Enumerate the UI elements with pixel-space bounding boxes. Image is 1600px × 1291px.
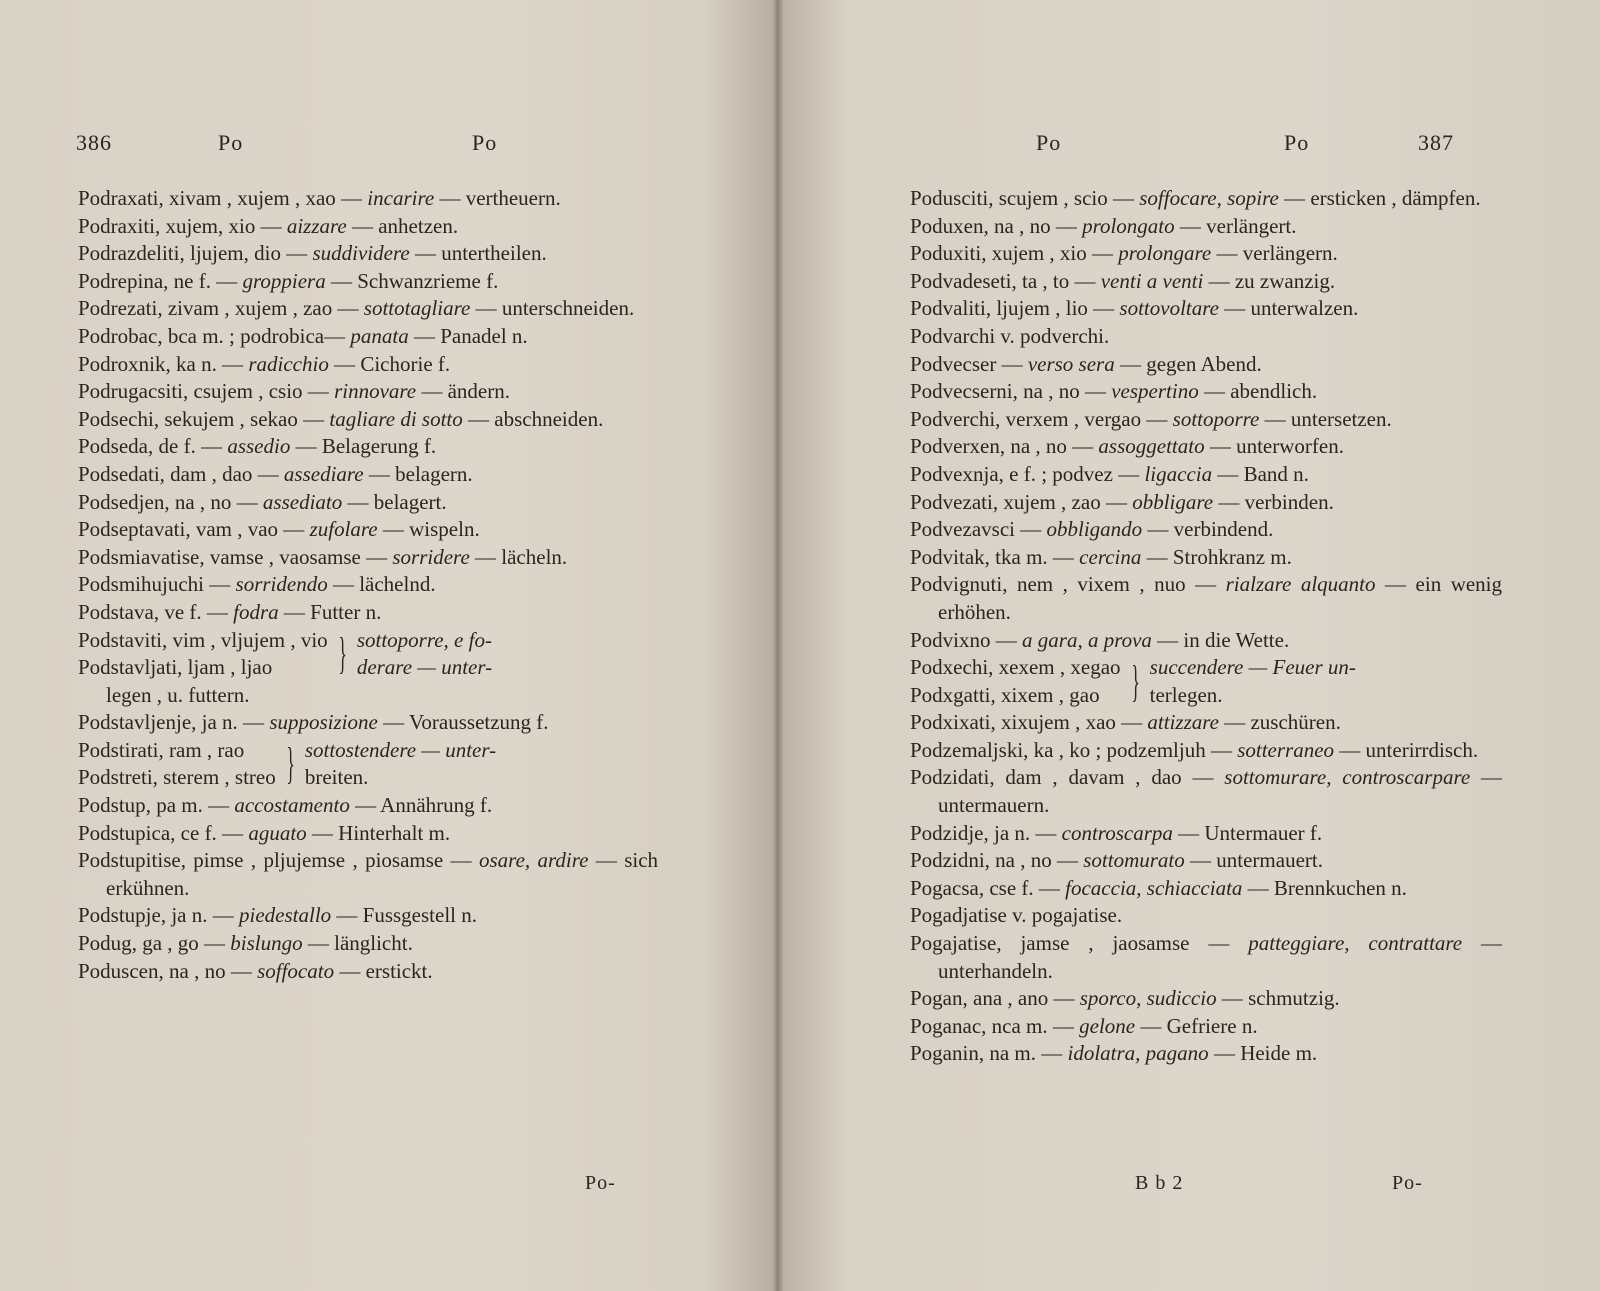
forms: , csujem , csio — bbox=[183, 379, 329, 404]
italian-translation: panata bbox=[350, 323, 409, 348]
headword: Podseptavati bbox=[78, 517, 186, 542]
forms: , xujem , zao — bbox=[992, 489, 1127, 514]
dictionary-entry bbox=[78, 544, 658, 572]
german-translation: podverchi. bbox=[1020, 323, 1110, 348]
dictionary-entry bbox=[910, 627, 1502, 655]
forms: , nca m. — bbox=[981, 1013, 1074, 1038]
italian-translation: sottomurato bbox=[1083, 848, 1185, 873]
headword: Podvezati bbox=[910, 489, 993, 514]
italian-translation: a gara, a prova bbox=[1022, 627, 1152, 652]
headword: Poduxiti bbox=[910, 241, 982, 266]
german-translation: — Futter n. bbox=[283, 599, 382, 624]
german-translation: — Fussgestell n. bbox=[336, 903, 477, 928]
forms: , na , no — bbox=[999, 434, 1094, 459]
dictionary-entry bbox=[910, 764, 1502, 819]
german-translation: — anhetzen. bbox=[351, 213, 459, 238]
dictionary-entry bbox=[78, 571, 658, 599]
dictionary-entry bbox=[910, 378, 1502, 406]
german-translation: — Untermauer f. bbox=[1178, 820, 1323, 845]
italian-translation: attizzare bbox=[1147, 710, 1219, 735]
headword: Podseda bbox=[78, 434, 148, 459]
forms: , xixem , gao bbox=[990, 682, 1100, 707]
german-translation: — verbindend. bbox=[1147, 517, 1274, 542]
dictionary-entry bbox=[910, 737, 1502, 765]
brace-group bbox=[78, 627, 658, 682]
dictionary-entry bbox=[78, 378, 658, 406]
forms: , vim , vljujem , vio bbox=[162, 627, 328, 652]
italian-translation: aguato bbox=[248, 820, 307, 845]
italian-translation: obbligando bbox=[1046, 517, 1143, 542]
forms: , ga , go — bbox=[131, 931, 226, 956]
german-translation: — gegen Abend. bbox=[1119, 351, 1262, 376]
german-translation: — abendlich. bbox=[1203, 379, 1318, 404]
dictionary-entry bbox=[910, 709, 1502, 737]
german-translation: — unterwalzen. bbox=[1224, 296, 1359, 321]
italian-translation: accostamento bbox=[234, 793, 350, 818]
forms: , vam , vao — bbox=[185, 517, 305, 542]
german-translation: — schmutzig. bbox=[1221, 986, 1340, 1011]
forms: , na m. — bbox=[978, 1041, 1063, 1066]
german-translation: — länglicht. bbox=[307, 931, 413, 956]
forms: , ljujem , lio — bbox=[985, 296, 1115, 321]
dictionary-entry bbox=[910, 571, 1502, 626]
german-translation: — belagern. bbox=[368, 461, 473, 486]
headword: Podraxiti bbox=[78, 213, 155, 238]
italian-translation: osare, ardire bbox=[479, 848, 589, 873]
brace-glyph: } bbox=[338, 629, 347, 679]
forms: , xujem , xio — bbox=[981, 241, 1114, 266]
headword: Podvitak bbox=[910, 544, 985, 569]
german-translation: — lächeln. bbox=[475, 544, 568, 569]
headword: Podstupica bbox=[78, 820, 171, 845]
headword: Podrugacsiti bbox=[78, 379, 183, 404]
page-number: 387 bbox=[1418, 130, 1454, 155]
german-translation: — belagert. bbox=[347, 489, 447, 514]
german-translation: — verlängert. bbox=[1179, 213, 1297, 238]
headword: Podverchi bbox=[910, 406, 996, 431]
dictionary-entry bbox=[910, 516, 1502, 544]
forms: — bbox=[990, 627, 1017, 652]
headword: Podstreti bbox=[78, 765, 153, 790]
forms: , ram , rao bbox=[158, 737, 245, 762]
forms: , ka n. — bbox=[165, 351, 244, 376]
dictionary-entry bbox=[910, 323, 1502, 351]
dictionary-entry bbox=[78, 406, 658, 434]
forms: , ja n. — bbox=[191, 710, 265, 735]
german-translation: — wispeln. bbox=[382, 517, 480, 542]
headword: Pogadjatise bbox=[910, 903, 1007, 928]
headword: Podsedjen bbox=[78, 489, 165, 514]
forms: , vamse , vaosamse — bbox=[199, 544, 388, 569]
italian-translation: sorridere bbox=[392, 544, 470, 569]
italian-translation: bislungo bbox=[230, 931, 303, 956]
german-translation: — untersetzen. bbox=[1264, 406, 1392, 431]
dictionary-entry bbox=[78, 295, 658, 323]
headword: Podvarchi bbox=[910, 323, 996, 348]
forms: , na , no — bbox=[1012, 379, 1106, 404]
running-head: Po bbox=[472, 130, 498, 155]
italian-translation: cercina bbox=[1079, 544, 1142, 569]
running-head: Po bbox=[1284, 130, 1310, 155]
page-number: 386 bbox=[76, 130, 112, 155]
italian-translation: suddividere bbox=[312, 241, 410, 266]
headword: Podsedati bbox=[78, 461, 160, 486]
headword: Pogacsa bbox=[910, 875, 979, 900]
german-translation: — abschneiden. bbox=[468, 406, 604, 431]
italian-translation: assoggettato bbox=[1098, 434, 1205, 459]
forms: , sekujem , sekao — bbox=[153, 406, 325, 431]
dictionary-entry bbox=[910, 930, 1502, 985]
german-translation: — unterirrdisch. bbox=[1339, 737, 1479, 762]
italian-translation: rinnovare bbox=[334, 379, 417, 404]
italian-translation: patteggiare, contrattare bbox=[1248, 931, 1463, 956]
headword: Podsmihujuchi bbox=[78, 572, 205, 597]
signature-mark: B b 2 bbox=[1135, 1172, 1184, 1194]
italian-translation: gelone bbox=[1079, 1013, 1136, 1038]
forms: , na , no — bbox=[984, 848, 1078, 873]
brace-translation: breiten. bbox=[304, 765, 369, 790]
german-translation: — untertheilen. bbox=[414, 241, 547, 266]
dictionary-entry bbox=[910, 1040, 1502, 1068]
forms: , de f. — bbox=[148, 434, 223, 459]
brace-glyph: } bbox=[286, 739, 295, 789]
german-translation: — vertheuern. bbox=[439, 186, 561, 210]
dictionary-entry bbox=[910, 489, 1502, 517]
headword: Podxechi bbox=[910, 655, 989, 680]
headword: Podzidati bbox=[910, 765, 990, 790]
dictionary-entry bbox=[910, 406, 1502, 434]
forms: , jamse , jaosamse — bbox=[996, 931, 1230, 956]
italian-translation: focaccia, schiacciata bbox=[1065, 875, 1243, 900]
forms: , tka m. — bbox=[984, 544, 1074, 569]
german-translation: — Heide m. bbox=[1213, 1041, 1318, 1066]
headword: Podvecser bbox=[910, 351, 997, 376]
dictionary-entry bbox=[78, 351, 658, 379]
catchword: Po- bbox=[1392, 1172, 1423, 1194]
forms: , ta , to — bbox=[1011, 268, 1096, 293]
forms: , nem , vixem , nuo — bbox=[1002, 572, 1217, 597]
italian-translation: ligaccia bbox=[1144, 461, 1213, 486]
dictionary-entry bbox=[78, 847, 658, 902]
headword: Podxixati bbox=[910, 710, 991, 735]
dictionary-entry bbox=[78, 902, 658, 930]
dictionary-entry bbox=[78, 930, 658, 958]
dictionary-entry bbox=[910, 213, 1502, 241]
forms: , xixujem , xao — bbox=[990, 710, 1143, 735]
forms: , ljam , ljao bbox=[177, 655, 273, 680]
italian-translation: fodra bbox=[233, 599, 279, 624]
headword: Podvezavsci bbox=[910, 517, 1015, 542]
dictionary-entry bbox=[78, 323, 658, 351]
headword: Podrazdeliti bbox=[78, 241, 180, 266]
german-translation: pogajatise. bbox=[1031, 903, 1123, 928]
forms: , ljujem, dio — bbox=[179, 241, 308, 266]
dictionary-entry bbox=[910, 461, 1502, 489]
forms: , xexem , xegao bbox=[988, 655, 1121, 680]
german-translation: — Voraussetzung f. bbox=[383, 710, 549, 735]
forms: , xivam , xujem , xao — bbox=[158, 186, 363, 210]
forms: , xujem, xio — bbox=[155, 213, 282, 238]
german-translation: — unterhandeln. bbox=[938, 931, 1503, 983]
forms: , dam , dao — bbox=[159, 461, 279, 486]
headword: Podstirati bbox=[78, 737, 159, 762]
brace-group bbox=[910, 654, 1502, 709]
headword: Podstava bbox=[78, 599, 154, 624]
headword: Podug bbox=[78, 931, 132, 956]
running-head: Po bbox=[1036, 130, 1062, 155]
headword: Pogajatise bbox=[910, 931, 997, 956]
headword: Poduscen bbox=[78, 958, 159, 983]
german-translation: — unterschneiden. bbox=[475, 296, 635, 321]
italian-translation: idolatra, pagano bbox=[1067, 1041, 1209, 1066]
german-translation: — Annährung f. bbox=[355, 793, 493, 818]
italian-translation: supposizione bbox=[269, 710, 378, 735]
italian-translation: assediato bbox=[262, 489, 343, 514]
headword: Podstavljenje bbox=[78, 710, 192, 735]
german-translation: — ein wenig erhöhen. bbox=[938, 572, 1503, 624]
forms: , pa m. — bbox=[145, 793, 230, 818]
forms: , pimse , pljujemse , piosamse — bbox=[180, 848, 472, 873]
brace-translation: sottoporre, e fo- bbox=[356, 627, 492, 652]
forms: , na , no — bbox=[158, 958, 252, 983]
italian-translation: assediare bbox=[283, 461, 364, 486]
german-translation: — zuschüren. bbox=[1224, 710, 1341, 735]
german-translation: — Band n. bbox=[1217, 461, 1309, 486]
headword: Podsechi bbox=[78, 406, 154, 431]
headword: Podraxati bbox=[78, 186, 159, 210]
brace-translation: terlegen. bbox=[1149, 682, 1223, 707]
german-translation: — verlängern. bbox=[1216, 241, 1338, 266]
forms: — bbox=[204, 572, 231, 597]
headword: Podvaliti bbox=[910, 296, 986, 321]
headword: Podzidje bbox=[910, 820, 984, 845]
italian-translation: assedio bbox=[227, 434, 291, 459]
italian-translation: sottoporre bbox=[1172, 406, 1260, 431]
forms: , ja n. — bbox=[160, 903, 234, 928]
brace-translation: sottostendere — unter- bbox=[304, 737, 497, 762]
forms: , ce f. — bbox=[170, 820, 244, 845]
dictionary-entries bbox=[78, 185, 658, 985]
forms: , ja n. — bbox=[983, 820, 1057, 845]
italian-translation: sottovoltare bbox=[1119, 296, 1219, 321]
headword: Podvixno bbox=[910, 627, 991, 652]
headword: Poganac bbox=[910, 1013, 982, 1038]
german-translation: — Hinterhalt m. bbox=[311, 820, 451, 845]
dictionary-entry bbox=[78, 820, 658, 848]
headword: Podvadeseti bbox=[910, 268, 1012, 293]
german-translation: — Brennkuchen n. bbox=[1247, 875, 1407, 900]
dictionary-entry bbox=[78, 958, 658, 986]
dictionary-entry bbox=[910, 875, 1502, 903]
headword: Podroxnik bbox=[78, 351, 166, 376]
forms: , ka , ko ; podzemljuh — bbox=[1023, 737, 1232, 762]
italian-translation: groppiera bbox=[242, 268, 326, 293]
dictionary-entry bbox=[910, 295, 1502, 323]
italian-translation: sotterraneo bbox=[1237, 737, 1335, 762]
italian-translation: sottotagliare bbox=[363, 296, 471, 321]
forms: , dam , davam , dao — bbox=[989, 765, 1214, 790]
dictionary-entry bbox=[910, 351, 1502, 379]
dictionary-entry bbox=[78, 461, 658, 489]
italian-translation: venti a venti bbox=[1100, 268, 1204, 293]
forms: , na , no — bbox=[983, 213, 1077, 238]
headword: Podusciti bbox=[910, 186, 989, 210]
german-translation: — untermauern. bbox=[938, 765, 1503, 818]
german-translation: — untermauert. bbox=[1190, 848, 1323, 873]
forms: v. bbox=[1006, 903, 1027, 928]
headword: Pogan bbox=[910, 986, 963, 1011]
german-translation: — Schwanzrieme f. bbox=[330, 268, 499, 293]
german-translation: — ersticken , dämpfen. bbox=[1284, 186, 1481, 210]
headword: Podzidni bbox=[910, 848, 985, 873]
headword: Poganin bbox=[910, 1041, 979, 1066]
headword: Podrobac bbox=[78, 323, 158, 348]
headword: Podxgatti bbox=[910, 682, 991, 707]
dictionary-entry bbox=[910, 240, 1502, 268]
german-translation: — Cichorie f. bbox=[334, 351, 451, 376]
forms: , cse f. — bbox=[978, 875, 1060, 900]
italian-translation: soffocare, sopire bbox=[1139, 186, 1279, 210]
dictionary-entry bbox=[78, 792, 658, 820]
headword: Podstavljati bbox=[78, 655, 178, 680]
brace-tail: legen , u. futtern. bbox=[106, 682, 250, 707]
headword: Podstupje bbox=[78, 903, 161, 928]
forms: , bca m. ; podrobica— bbox=[157, 323, 346, 348]
brace-translation: derare — unter- bbox=[356, 655, 493, 680]
italian-translation: obbligare bbox=[1132, 489, 1214, 514]
german-translation: — Belagerung f. bbox=[295, 434, 437, 459]
forms: , ana , ano — bbox=[962, 986, 1075, 1011]
forms: , zivam , xujem , zao — bbox=[157, 296, 359, 321]
headword: Podrezati bbox=[78, 296, 158, 321]
dictionary-entry bbox=[910, 902, 1502, 930]
italian-translation: radicchio bbox=[248, 351, 329, 376]
headword: Podstup bbox=[78, 793, 146, 818]
dictionary-entry bbox=[910, 433, 1502, 461]
brace-glyph: } bbox=[1130, 656, 1140, 706]
headword: Podsmiavatise bbox=[78, 544, 200, 569]
headword: Podvexnja bbox=[910, 461, 999, 486]
dictionary-entry bbox=[910, 1013, 1502, 1041]
headword: Podvecserni bbox=[910, 379, 1013, 404]
headword: Poduxen bbox=[910, 213, 984, 238]
dictionary-entry bbox=[78, 489, 658, 517]
dictionary-entry bbox=[78, 516, 658, 544]
forms: , verxem , vergao — bbox=[995, 406, 1168, 431]
forms: , na , no — bbox=[164, 489, 258, 514]
brace-translation: succendere — Feuer un- bbox=[1149, 655, 1356, 680]
headword: Podvignuti bbox=[910, 572, 1003, 597]
forms: , scujem , scio — bbox=[988, 186, 1134, 210]
german-translation: — sich erkühnen. bbox=[106, 848, 659, 900]
dictionary-entry bbox=[78, 240, 658, 268]
dictionary-entry bbox=[910, 985, 1502, 1013]
german-translation: — Gefriere n. bbox=[1140, 1013, 1258, 1038]
italian-translation: vespertino bbox=[1111, 379, 1199, 404]
dictionary-entry bbox=[78, 599, 658, 627]
italian-translation: sottomurare, controscarpare bbox=[1224, 765, 1471, 790]
italian-translation: verso sera bbox=[1027, 351, 1115, 376]
german-translation: — in die Wette. bbox=[1157, 627, 1290, 652]
headword: Podrepina bbox=[78, 268, 164, 293]
italian-translation: incarire bbox=[367, 186, 435, 210]
headword: Podverxen bbox=[910, 434, 1000, 459]
italian-translation: tagliare di sotto bbox=[329, 406, 463, 431]
forms: — bbox=[996, 351, 1023, 376]
dictionary-entry bbox=[78, 185, 658, 213]
headword: Podstaviti bbox=[78, 627, 163, 652]
german-translation: — Strohkranz m. bbox=[1146, 544, 1292, 569]
dictionary-entry bbox=[910, 544, 1502, 572]
german-translation: — unterworfen. bbox=[1209, 434, 1344, 459]
italian-translation: piedestallo bbox=[239, 903, 332, 928]
dictionary-entry bbox=[910, 268, 1502, 296]
running-head: Po bbox=[218, 130, 244, 155]
dictionary-entry bbox=[910, 820, 1502, 848]
dictionary-entry bbox=[78, 433, 658, 461]
german-translation: — lächelnd. bbox=[332, 572, 436, 597]
forms: , e f. ; podvez — bbox=[998, 461, 1140, 486]
headword: Podstupitise bbox=[78, 848, 181, 873]
brace-group bbox=[78, 737, 658, 792]
dictionary-entries bbox=[910, 185, 1502, 1068]
italian-translation: aizzare bbox=[286, 213, 347, 238]
right-page bbox=[780, 0, 1600, 1291]
german-translation: — zu zwanzig. bbox=[1208, 268, 1336, 293]
italian-translation: rialzare alquanto bbox=[1225, 572, 1376, 597]
forms: v. bbox=[995, 323, 1015, 348]
headword: Podzemaljski bbox=[910, 737, 1024, 762]
italian-translation: controscarpa bbox=[1061, 820, 1173, 845]
german-translation: — verbinden. bbox=[1218, 489, 1334, 514]
german-translation: — ändern. bbox=[421, 379, 510, 404]
forms: , sterem , streo bbox=[152, 765, 276, 790]
italian-translation: zufolare bbox=[309, 517, 378, 542]
italian-translation: sporco, sudiccio bbox=[1079, 986, 1217, 1011]
italian-translation: sorridendo bbox=[235, 572, 328, 597]
german-translation: — erstickt. bbox=[339, 958, 433, 983]
forms: , ve f. — bbox=[153, 599, 228, 624]
italian-translation: prolongato bbox=[1082, 213, 1175, 238]
dictionary-entry bbox=[78, 213, 658, 241]
forms: — bbox=[1014, 517, 1042, 542]
italian-translation: prolongare bbox=[1118, 241, 1212, 266]
dictionary-entry bbox=[78, 268, 658, 296]
dictionary-entry bbox=[910, 185, 1502, 213]
dictionary-entry bbox=[910, 847, 1502, 875]
catchword: Po- bbox=[585, 1172, 616, 1194]
left-page bbox=[0, 0, 770, 1291]
dictionary-entry bbox=[78, 709, 658, 737]
italian-translation: soffocato bbox=[257, 958, 335, 983]
forms: , ne f. — bbox=[163, 268, 238, 293]
german-translation: — Panadel n. bbox=[413, 323, 528, 348]
